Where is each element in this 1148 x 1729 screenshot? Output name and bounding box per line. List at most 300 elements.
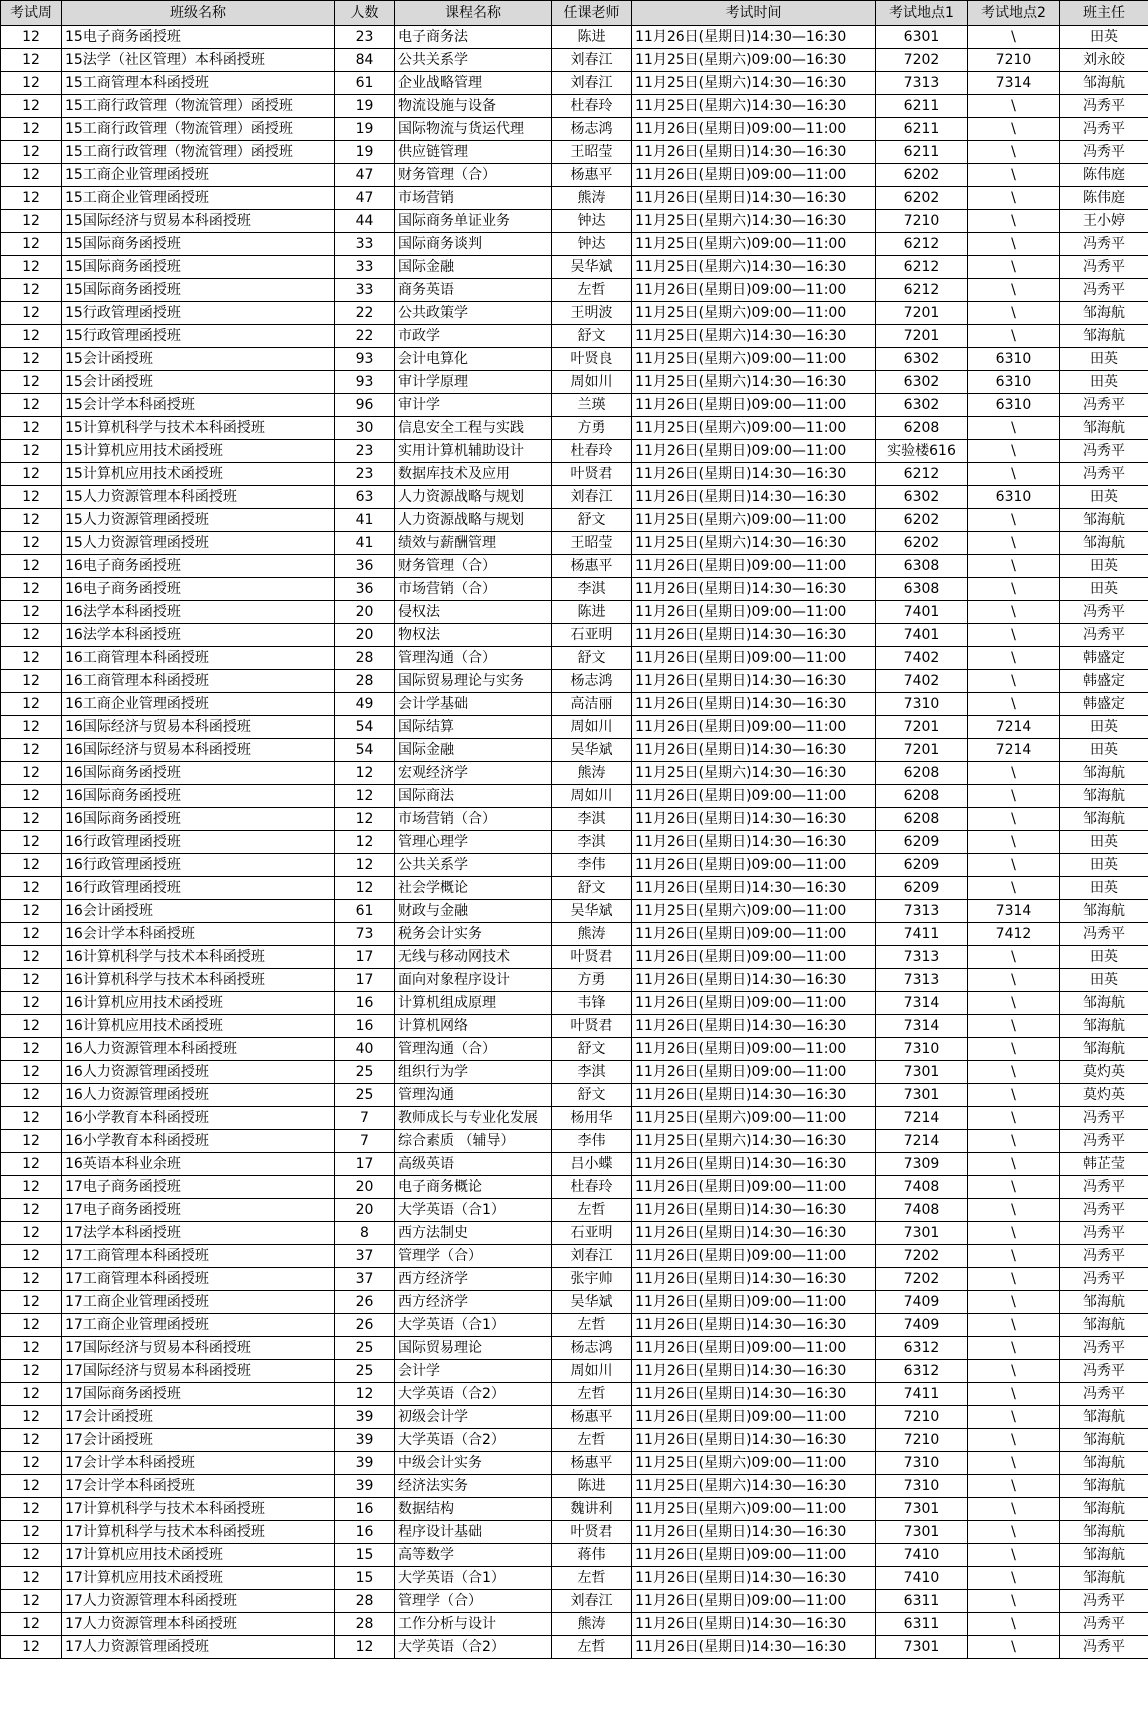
cell-course-name: 西方经济学 [395, 1268, 552, 1291]
cell-exam-time: 11月25日(星期六)09:00—16:30 [632, 49, 876, 72]
cell-exam-location-1: 7314 [876, 1015, 968, 1038]
cell-exam-week: 12 [1, 1613, 62, 1636]
cell-course-name: 数据结构 [395, 1498, 552, 1521]
cell-teacher: 熊涛 [552, 762, 632, 785]
cell-exam-location-2: \ [968, 992, 1060, 1015]
cell-exam-location-2: \ [968, 1061, 1060, 1084]
cell-class-name: 17国际经济与贸易本科函授班 [62, 1360, 335, 1383]
table-row [1, 969, 1148, 992]
cell-exam-location-1: 7401 [876, 624, 968, 647]
cell-course-name: 国际商务单证业务 [395, 210, 552, 233]
cell-student-count: 17 [335, 1153, 395, 1176]
cell-exam-week: 12 [1, 1383, 62, 1406]
cell-teacher: 杨惠平 [552, 1406, 632, 1429]
cell-exam-location-2: \ [968, 1222, 1060, 1245]
cell-exam-location-2: \ [968, 440, 1060, 463]
cell-student-count: 41 [335, 509, 395, 532]
cell-student-count: 54 [335, 739, 395, 762]
cell-exam-time: 11月25日(星期六)09:00—11:00 [632, 1107, 876, 1130]
table-row [1, 394, 1148, 417]
cell-exam-location-1: 6212 [876, 233, 968, 256]
cell-class-name: 16计算机科学与技术本科函授班 [62, 969, 335, 992]
cell-exam-location-1: 7301 [876, 1061, 968, 1084]
cell-class-advisor: 冯秀平 [1060, 394, 1148, 417]
table-row [1, 1498, 1148, 1521]
cell-exam-location-1: 7313 [876, 969, 968, 992]
table-body [1, 26, 1148, 1659]
cell-exam-week: 12 [1, 95, 62, 118]
table-row [1, 1406, 1148, 1429]
cell-exam-week: 12 [1, 1153, 62, 1176]
table-row [1, 877, 1148, 900]
cell-student-count: 63 [335, 486, 395, 509]
table-row [1, 831, 1148, 854]
table-row [1, 900, 1148, 923]
cell-class-name: 17会计学本科函授班 [62, 1452, 335, 1475]
cell-course-name: 公共政策学 [395, 302, 552, 325]
table-row [1, 210, 1148, 233]
cell-class-advisor: 冯秀平 [1060, 1268, 1148, 1291]
cell-exam-location-2: \ [968, 1084, 1060, 1107]
table-row [1, 72, 1148, 95]
cell-teacher: 吴华斌 [552, 256, 632, 279]
cell-teacher: 吴华斌 [552, 1291, 632, 1314]
cell-class-advisor: 邹海航 [1060, 1452, 1148, 1475]
cell-class-advisor: 刘永皎 [1060, 49, 1148, 72]
cell-exam-location-1: 6311 [876, 1613, 968, 1636]
cell-course-name: 物流设施与设备 [395, 95, 552, 118]
cell-course-name: 教师成长与专业化发展 [395, 1107, 552, 1130]
cell-exam-time: 11月26日(星期日)09:00—11:00 [632, 279, 876, 302]
table-row [1, 279, 1148, 302]
cell-exam-location-1: 7210 [876, 210, 968, 233]
cell-class-name: 15行政管理函授班 [62, 325, 335, 348]
cell-student-count: 28 [335, 670, 395, 693]
cell-class-advisor: 韩芷莹 [1060, 1153, 1148, 1176]
cell-class-name: 16国际商务函授班 [62, 808, 335, 831]
cell-class-name: 16行政管理函授班 [62, 877, 335, 900]
cell-exam-time: 11月26日(星期日)14:30—16:30 [632, 1521, 876, 1544]
cell-exam-week: 12 [1, 26, 62, 49]
cell-course-name: 国际贸易理论与实务 [395, 670, 552, 693]
cell-exam-location-1: 7210 [876, 1429, 968, 1452]
cell-exam-location-1: 7310 [876, 1475, 968, 1498]
cell-exam-location-1: 6208 [876, 762, 968, 785]
cell-class-name: 17人力资源管理本科函授班 [62, 1613, 335, 1636]
table-row [1, 1061, 1148, 1084]
cell-student-count: 20 [335, 1176, 395, 1199]
cell-exam-time: 11月25日(星期六)14:30—16:30 [632, 532, 876, 555]
cell-teacher: 杨惠平 [552, 555, 632, 578]
cell-course-name: 市场营销（合） [395, 578, 552, 601]
cell-class-advisor: 冯秀平 [1060, 141, 1148, 164]
cell-exam-location-2: \ [968, 578, 1060, 601]
cell-class-advisor: 冯秀平 [1060, 256, 1148, 279]
cell-course-name: 税务会计实务 [395, 923, 552, 946]
cell-class-name: 16人力资源管理本科函授班 [62, 1038, 335, 1061]
cell-exam-week: 12 [1, 877, 62, 900]
cell-exam-location-1: 7310 [876, 1038, 968, 1061]
cell-exam-location-2: 6310 [968, 394, 1060, 417]
cell-class-name: 17工商管理本科函授班 [62, 1268, 335, 1291]
cell-exam-location-1: 7310 [876, 693, 968, 716]
header-exam-time: 考试时间 [632, 1, 876, 26]
cell-student-count: 33 [335, 256, 395, 279]
cell-class-advisor: 莫灼英 [1060, 1084, 1148, 1107]
cell-class-name: 15国际商务函授班 [62, 256, 335, 279]
cell-exam-time: 11月26日(星期日)14:30—16:30 [632, 1567, 876, 1590]
cell-exam-location-2: \ [968, 1613, 1060, 1636]
cell-course-name: 财政与金融 [395, 900, 552, 923]
cell-exam-week: 12 [1, 371, 62, 394]
cell-exam-week: 12 [1, 555, 62, 578]
table-row [1, 233, 1148, 256]
cell-class-advisor: 冯秀平 [1060, 463, 1148, 486]
cell-course-name: 财务管理（合） [395, 555, 552, 578]
cell-student-count: 47 [335, 187, 395, 210]
cell-exam-time: 11月26日(星期日)14:30—16:30 [632, 1199, 876, 1222]
cell-exam-time: 11月25日(星期六)09:00—11:00 [632, 417, 876, 440]
cell-exam-week: 12 [1, 1015, 62, 1038]
cell-teacher: 舒文 [552, 1084, 632, 1107]
cell-student-count: 7 [335, 1107, 395, 1130]
cell-course-name: 国际商法 [395, 785, 552, 808]
cell-course-name: 公共关系学 [395, 49, 552, 72]
cell-exam-location-2: \ [968, 1314, 1060, 1337]
cell-course-name: 管理学（合） [395, 1590, 552, 1613]
cell-student-count: 61 [335, 72, 395, 95]
cell-teacher: 石亚明 [552, 1222, 632, 1245]
cell-exam-location-2: \ [968, 26, 1060, 49]
cell-student-count: 7 [335, 1130, 395, 1153]
cell-teacher: 杨志鸿 [552, 1337, 632, 1360]
cell-exam-location-2: \ [968, 831, 1060, 854]
cell-class-name: 17人力资源管理本科函授班 [62, 1590, 335, 1613]
table-row [1, 1268, 1148, 1291]
cell-class-advisor: 冯秀平 [1060, 118, 1148, 141]
cell-exam-location-1: 7411 [876, 1383, 968, 1406]
cell-exam-location-2: \ [968, 670, 1060, 693]
cell-class-name: 16法学本科函授班 [62, 601, 335, 624]
cell-student-count: 93 [335, 371, 395, 394]
cell-exam-week: 12 [1, 256, 62, 279]
cell-exam-location-2: \ [968, 509, 1060, 532]
cell-exam-location-2: 7210 [968, 49, 1060, 72]
table-row [1, 739, 1148, 762]
cell-course-name: 无线与移动网技术 [395, 946, 552, 969]
cell-class-name: 17会计学本科函授班 [62, 1475, 335, 1498]
cell-class-name: 15会计学本科函授班 [62, 394, 335, 417]
cell-class-name: 17电子商务函授班 [62, 1199, 335, 1222]
cell-course-name: 大学英语（合2） [395, 1429, 552, 1452]
cell-class-advisor: 冯秀平 [1060, 1360, 1148, 1383]
cell-exam-location-2: \ [968, 808, 1060, 831]
table-row [1, 1107, 1148, 1130]
cell-exam-location-2: 7314 [968, 900, 1060, 923]
cell-exam-week: 12 [1, 1636, 62, 1659]
cell-class-advisor: 冯秀平 [1060, 1107, 1148, 1130]
cell-exam-location-2: \ [968, 233, 1060, 256]
cell-exam-location-2: 6310 [968, 348, 1060, 371]
cell-class-name: 15人力资源管理本科函授班 [62, 486, 335, 509]
cell-exam-time: 11月25日(星期六)14:30—16:30 [632, 256, 876, 279]
cell-exam-location-1: 7309 [876, 1153, 968, 1176]
cell-teacher: 熊涛 [552, 187, 632, 210]
cell-exam-location-1: 7202 [876, 1268, 968, 1291]
cell-exam-location-1: 6302 [876, 348, 968, 371]
cell-class-name: 16国际经济与贸易本科函授班 [62, 716, 335, 739]
cell-exam-location-1: 7301 [876, 1636, 968, 1659]
cell-exam-time: 11月25日(星期六)14:30—16:30 [632, 371, 876, 394]
cell-class-advisor: 冯秀平 [1060, 1383, 1148, 1406]
cell-class-advisor: 邹海航 [1060, 1314, 1148, 1337]
cell-exam-week: 12 [1, 1291, 62, 1314]
cell-course-name: 西方法制史 [395, 1222, 552, 1245]
cell-exam-time: 11月25日(星期六)14:30—16:30 [632, 72, 876, 95]
cell-exam-week: 12 [1, 670, 62, 693]
cell-teacher: 周如川 [552, 371, 632, 394]
cell-exam-week: 12 [1, 900, 62, 923]
cell-exam-location-1: 6202 [876, 509, 968, 532]
header-course-name: 课程名称 [395, 1, 552, 26]
cell-exam-location-2: \ [968, 624, 1060, 647]
cell-exam-location-2: \ [968, 1015, 1060, 1038]
cell-class-name: 15工商管理本科函授班 [62, 72, 335, 95]
cell-student-count: 22 [335, 302, 395, 325]
cell-exam-location-1: 6202 [876, 532, 968, 555]
cell-class-name: 17法学本科函授班 [62, 1222, 335, 1245]
cell-course-name: 市场营销 [395, 187, 552, 210]
cell-exam-time: 11月25日(星期六)14:30—16:30 [632, 325, 876, 348]
cell-class-advisor: 韩盛定 [1060, 670, 1148, 693]
cell-exam-time: 11月26日(星期日)14:30—16:30 [632, 1314, 876, 1337]
cell-exam-week: 12 [1, 969, 62, 992]
cell-class-advisor: 邹海航 [1060, 1567, 1148, 1590]
cell-exam-time: 11月26日(星期日)14:30—16:30 [632, 739, 876, 762]
cell-teacher: 左哲 [552, 1199, 632, 1222]
cell-exam-time: 11月25日(星期六)09:00—11:00 [632, 509, 876, 532]
cell-course-name: 市场营销（合） [395, 808, 552, 831]
cell-exam-week: 12 [1, 923, 62, 946]
table-row [1, 1015, 1148, 1038]
cell-exam-location-1: 7214 [876, 1107, 968, 1130]
cell-class-name: 16国际经济与贸易本科函授班 [62, 739, 335, 762]
cell-class-name: 16行政管理函授班 [62, 831, 335, 854]
cell-exam-week: 12 [1, 440, 62, 463]
cell-class-advisor: 冯秀平 [1060, 279, 1148, 302]
cell-exam-time: 11月26日(星期日)14:30—16:30 [632, 463, 876, 486]
cell-class-advisor: 邹海航 [1060, 325, 1148, 348]
cell-exam-location-2: 6310 [968, 486, 1060, 509]
cell-exam-location-2: \ [968, 187, 1060, 210]
cell-course-name: 高等数学 [395, 1544, 552, 1567]
cell-class-advisor: 田英 [1060, 969, 1148, 992]
cell-exam-location-1: 7301 [876, 1498, 968, 1521]
cell-course-name: 物权法 [395, 624, 552, 647]
cell-exam-week: 12 [1, 279, 62, 302]
table-row [1, 1337, 1148, 1360]
cell-student-count: 36 [335, 578, 395, 601]
cell-student-count: 25 [335, 1084, 395, 1107]
cell-exam-week: 12 [1, 302, 62, 325]
cell-course-name: 管理学（合） [395, 1245, 552, 1268]
table-row [1, 647, 1148, 670]
cell-student-count: 28 [335, 1590, 395, 1613]
cell-exam-location-1: 7201 [876, 302, 968, 325]
cell-student-count: 23 [335, 440, 395, 463]
cell-student-count: 37 [335, 1245, 395, 1268]
cell-student-count: 25 [335, 1337, 395, 1360]
cell-student-count: 84 [335, 49, 395, 72]
cell-class-advisor: 邹海航 [1060, 302, 1148, 325]
cell-class-name: 15计算机科学与技术本科函授班 [62, 417, 335, 440]
cell-student-count: 16 [335, 1015, 395, 1038]
cell-exam-week: 12 [1, 49, 62, 72]
cell-class-advisor: 冯秀平 [1060, 440, 1148, 463]
cell-class-advisor: 韩盛定 [1060, 647, 1148, 670]
cell-exam-week: 12 [1, 808, 62, 831]
cell-class-name: 17计算机科学与技术本科函授班 [62, 1521, 335, 1544]
cell-teacher: 刘春江 [552, 72, 632, 95]
cell-exam-location-1: 7201 [876, 716, 968, 739]
cell-course-name: 电子商务概论 [395, 1176, 552, 1199]
cell-exam-time: 11月26日(星期日)09:00—11:00 [632, 1291, 876, 1314]
cell-course-name: 组织行为学 [395, 1061, 552, 1084]
cell-class-name: 15电子商务函授班 [62, 26, 335, 49]
cell-class-name: 16会计函授班 [62, 900, 335, 923]
cell-exam-week: 12 [1, 1176, 62, 1199]
cell-exam-location-1: 6202 [876, 187, 968, 210]
cell-student-count: 28 [335, 1613, 395, 1636]
header-exam-location-1: 考试地点1 [876, 1, 968, 26]
cell-course-name: 市政学 [395, 325, 552, 348]
cell-class-advisor: 邹海航 [1060, 1429, 1148, 1452]
cell-exam-location-1: 7411 [876, 923, 968, 946]
cell-course-name: 大学英语（合1） [395, 1314, 552, 1337]
cell-exam-location-1: 7408 [876, 1176, 968, 1199]
cell-course-name: 大学英语（合2） [395, 1636, 552, 1659]
cell-exam-week: 12 [1, 785, 62, 808]
cell-exam-week: 12 [1, 233, 62, 256]
cell-teacher: 王昭莹 [552, 532, 632, 555]
cell-exam-location-2: \ [968, 555, 1060, 578]
cell-exam-time: 11月26日(星期日)14:30—16:30 [632, 486, 876, 509]
cell-teacher: 吴华斌 [552, 739, 632, 762]
cell-student-count: 16 [335, 1521, 395, 1544]
cell-exam-week: 12 [1, 831, 62, 854]
cell-class-name: 16电子商务函授班 [62, 578, 335, 601]
cell-student-count: 26 [335, 1314, 395, 1337]
cell-class-advisor: 冯秀平 [1060, 233, 1148, 256]
cell-exam-time: 11月25日(星期六)14:30—16:30 [632, 210, 876, 233]
cell-exam-time: 11月25日(星期六)14:30—16:30 [632, 1475, 876, 1498]
table-row [1, 417, 1148, 440]
cell-exam-time: 11月26日(星期日)14:30—16:30 [632, 1636, 876, 1659]
cell-class-advisor: 邹海航 [1060, 1521, 1148, 1544]
cell-exam-time: 11月25日(星期六)09:00—11:00 [632, 1498, 876, 1521]
cell-exam-location-2: \ [968, 969, 1060, 992]
cell-exam-time: 11月26日(星期日)09:00—11:00 [632, 601, 876, 624]
cell-exam-time: 11月26日(星期日)09:00—11:00 [632, 118, 876, 141]
cell-exam-week: 12 [1, 647, 62, 670]
cell-exam-location-2: \ [968, 325, 1060, 348]
cell-class-advisor: 邹海航 [1060, 992, 1148, 1015]
cell-class-advisor: 邹海航 [1060, 1498, 1148, 1521]
cell-class-name: 16工商企业管理函授班 [62, 693, 335, 716]
cell-student-count: 25 [335, 1360, 395, 1383]
cell-exam-week: 12 [1, 1544, 62, 1567]
cell-class-name: 15法学（社区管理）本科函授班 [62, 49, 335, 72]
cell-course-name: 人力资源战略与规划 [395, 486, 552, 509]
cell-class-name: 16计算机应用技术函授班 [62, 992, 335, 1015]
cell-teacher: 熊涛 [552, 1613, 632, 1636]
table-row [1, 1153, 1148, 1176]
cell-exam-time: 11月26日(星期日)09:00—11:00 [632, 647, 876, 670]
cell-exam-time: 11月26日(星期日)14:30—16:30 [632, 969, 876, 992]
cell-exam-time: 11月26日(星期日)09:00—11:00 [632, 716, 876, 739]
cell-class-advisor: 冯秀平 [1060, 1245, 1148, 1268]
cell-student-count: 12 [335, 854, 395, 877]
cell-class-advisor: 田英 [1060, 486, 1148, 509]
cell-course-name: 财务管理（合） [395, 164, 552, 187]
cell-student-count: 20 [335, 601, 395, 624]
cell-exam-week: 12 [1, 992, 62, 1015]
table-row [1, 601, 1148, 624]
cell-teacher: 杨志鸿 [552, 670, 632, 693]
cell-teacher: 吴华斌 [552, 900, 632, 923]
cell-exam-location-2: \ [968, 210, 1060, 233]
cell-exam-time: 11月26日(星期日)09:00—11:00 [632, 992, 876, 1015]
cell-exam-time: 11月26日(星期日)14:30—16:30 [632, 187, 876, 210]
cell-class-name: 16工商管理本科函授班 [62, 670, 335, 693]
cell-exam-week: 12 [1, 1038, 62, 1061]
cell-exam-location-1: 6211 [876, 141, 968, 164]
cell-exam-week: 12 [1, 1222, 62, 1245]
cell-exam-time: 11月26日(星期日)09:00—11:00 [632, 1590, 876, 1613]
cell-course-name: 企业战略管理 [395, 72, 552, 95]
cell-exam-time: 11月26日(星期日)09:00—11:00 [632, 1337, 876, 1360]
cell-teacher: 左哲 [552, 1314, 632, 1337]
table-row [1, 187, 1148, 210]
table-row [1, 693, 1148, 716]
cell-student-count: 15 [335, 1544, 395, 1567]
cell-exam-week: 12 [1, 1199, 62, 1222]
cell-student-count: 39 [335, 1406, 395, 1429]
cell-exam-week: 12 [1, 1107, 62, 1130]
cell-student-count: 73 [335, 923, 395, 946]
cell-class-name: 15会计函授班 [62, 371, 335, 394]
cell-class-advisor: 邹海航 [1060, 1475, 1148, 1498]
cell-exam-location-2: \ [968, 463, 1060, 486]
cell-student-count: 44 [335, 210, 395, 233]
cell-teacher: 舒文 [552, 325, 632, 348]
table-row [1, 1130, 1148, 1153]
cell-student-count: 15 [335, 1567, 395, 1590]
cell-teacher: 钟达 [552, 233, 632, 256]
cell-exam-location-2: \ [968, 762, 1060, 785]
header-student-count: 人数 [335, 1, 395, 26]
cell-class-name: 15工商企业管理函授班 [62, 187, 335, 210]
cell-exam-time: 11月26日(星期日)14:30—16:30 [632, 1084, 876, 1107]
cell-class-advisor: 邹海航 [1060, 1015, 1148, 1038]
cell-exam-week: 12 [1, 1268, 62, 1291]
header-teacher: 任课老师 [552, 1, 632, 26]
cell-exam-time: 11月26日(星期日)14:30—16:30 [632, 1360, 876, 1383]
cell-exam-time: 11月26日(星期日)09:00—11:00 [632, 164, 876, 187]
cell-exam-location-1: 6202 [876, 164, 968, 187]
cell-exam-location-1: 7201 [876, 325, 968, 348]
cell-exam-time: 11月25日(星期六)09:00—11:00 [632, 1452, 876, 1475]
